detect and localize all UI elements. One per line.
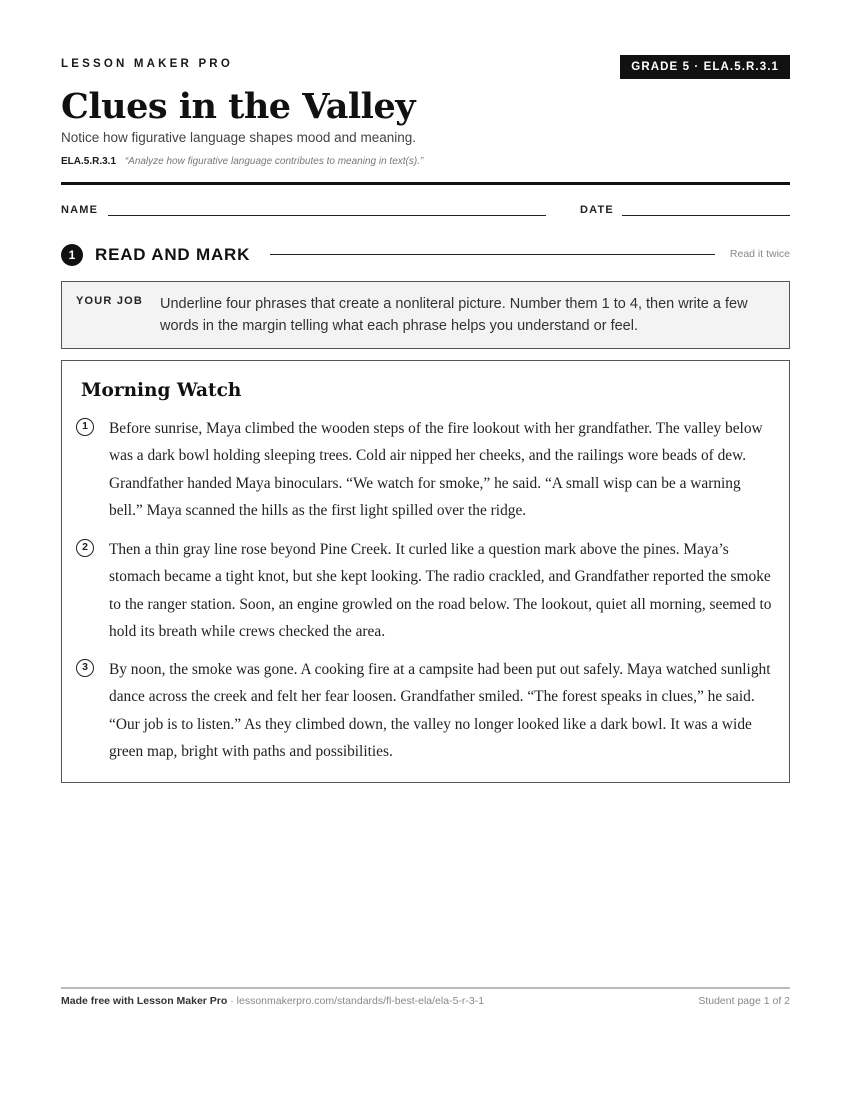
- standard-line: [61, 156, 423, 167]
- section-number-badge: 1: [61, 244, 83, 266]
- footer-divider: [61, 987, 790, 989]
- page-indicator: Student page 1 of 2: [698, 995, 790, 1007]
- task-box: [61, 281, 790, 349]
- section-title: READ AND MARK: [95, 245, 251, 264]
- date-label: DATE: [580, 204, 614, 216]
- standard-code: ELA.5.R.3.1: [61, 156, 117, 167]
- section-note: Read it twice: [729, 248, 790, 260]
- grade-badge: GRADE 5 · ELA.5.R.3.1: [620, 55, 790, 79]
- paragraph-text: Before sunrise, Maya climbed the wooden steps of the fire lookout with her grandfather. The valley below was a dark bowl holding sleeping trees. Cold air nipped her cheeks, and the railings wore beads of dew. Grandfather handed Maya binoculars. “We watch for smoke,” he said. “A small wisp can be a warning bell.” Maya scanned the hills as the first light spilled over the ridge.: [109, 420, 763, 520]
- brand-name: LESSON MAKER PRO: [61, 58, 233, 70]
- paragraph-number-icon: 2: [76, 539, 94, 557]
- passage-paragraph: [76, 536, 776, 646]
- footer-url: · lessonmakerpro.com/standards/fl-best-ela/ela-5-r-3-1: [227, 995, 485, 1007]
- standard-description: “Analyze how figurative language contributes to meaning in text(s).”: [124, 156, 424, 167]
- passage-title: Morning Watch: [81, 380, 242, 401]
- task-instructions: Underline four phrases that create a nonliteral picture. Number them 1 to 4, then write a few words in the margin telling what each phrase helps you understand or feel.: [160, 296, 748, 334]
- paragraph-text: Then a thin gray line rose beyond Pine Creek. It curled like a question mark above the pines. Maya’s stomach became a tight knot, but she kept looking. The radio crackled, and Grandfather reported the smoke to the ranger station. Soon, an engine growled on the road below. The lookout, quiet all morning, seemed to hold its breath while crews checked the area.: [109, 541, 772, 641]
- passage-paragraph: [76, 656, 776, 766]
- paragraph-number-icon: 3: [76, 659, 94, 677]
- header-divider: [61, 182, 790, 185]
- reading-passage-box: [61, 360, 790, 783]
- passage-paragraph: [76, 415, 776, 525]
- section-divider: [270, 254, 715, 255]
- page-subtitle: Notice how figurative language shapes mood and meaning.: [61, 130, 416, 145]
- paragraph-text: By noon, the smoke was gone. A cooking fire at a campsite had been put out safely. Maya watched sunlight dance across the creek and felt her fear loosen. Grandfather smiled. “The forest speaks in clues,” he said. “Our job is to listen.” As they climbed down, the valley no longer looked like a dark bowl. It was a wide green map, bright with paths and possibilities.: [109, 661, 771, 761]
- task-label: YOUR JOB: [76, 295, 144, 307]
- page-title: Clues in the Valley: [61, 86, 416, 127]
- date-field[interactable]: [622, 215, 790, 216]
- footer-credit: Made free with Lesson Maker Pro: [61, 995, 228, 1007]
- footer-credit-line: [61, 995, 484, 1007]
- name-label: NAME: [61, 204, 99, 216]
- paragraph-number-icon: 1: [76, 418, 94, 436]
- name-field[interactable]: [108, 215, 546, 216]
- worksheet-page: [61, 0, 790, 1100]
